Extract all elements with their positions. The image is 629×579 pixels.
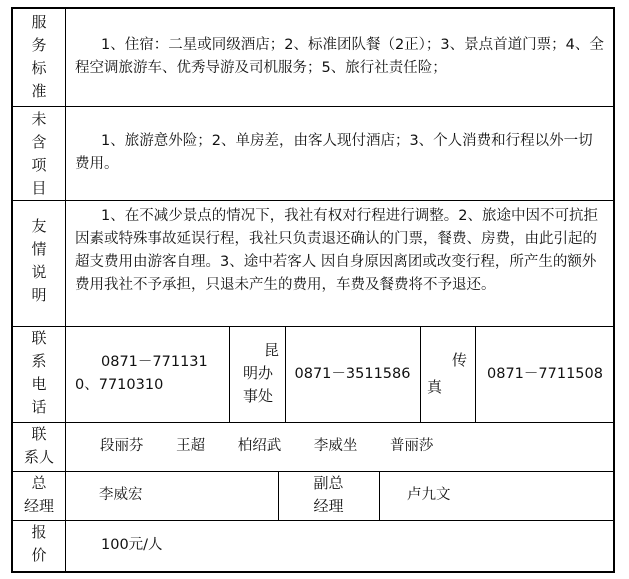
contact-name: 王超 bbox=[176, 438, 206, 454]
row-divider bbox=[13, 422, 613, 423]
row-divider bbox=[13, 520, 613, 521]
phone-label: 联 系 电 话 bbox=[31, 329, 47, 416]
contacts-label: 联 系人 bbox=[23, 425, 54, 466]
office-label: 昆 明办 事处 bbox=[242, 341, 279, 405]
fax-number: 0871－7711508 bbox=[487, 366, 603, 382]
manager-name: 李威宏 bbox=[99, 487, 143, 503]
row-divider bbox=[13, 106, 613, 107]
row-divider bbox=[13, 326, 613, 327]
price-label: 报 价 bbox=[31, 523, 47, 564]
contact-name: 普丽莎 bbox=[389, 438, 434, 454]
manager-divider bbox=[379, 471, 380, 520]
manager-label: 总 经理 bbox=[23, 474, 54, 515]
excluded-text: 1、旅游意外险；2、单房差，由客人现付酒店；3、个人消费和行程以外一切费用。 bbox=[75, 133, 593, 172]
deputy-label: 副总 经理 bbox=[313, 474, 344, 515]
contacts-list bbox=[100, 435, 600, 458]
notice-label: 友 情 说 明 bbox=[31, 217, 47, 304]
row-divider bbox=[13, 200, 613, 201]
office-phone: 0871－3511586 bbox=[294, 366, 411, 382]
service-text: 1、住宿：二星或同级酒店；2、标准团队餐（2正）；3、景点首道门票；4、全程空调旅游车、优秀导游及司机服务；5、旅行社责任险； bbox=[75, 37, 604, 76]
deputy-name: 卢九文 bbox=[407, 487, 451, 503]
excluded-label: 未 含 项 目 bbox=[31, 110, 47, 197]
contact-name: 段丽芬 bbox=[100, 438, 144, 454]
fax-label: 传 真 bbox=[427, 351, 467, 396]
service-label: 服 务 标 准 bbox=[31, 13, 47, 100]
price-value: 100元/人 bbox=[101, 537, 163, 553]
info-table bbox=[11, 7, 615, 573]
label-column-divider bbox=[65, 9, 66, 571]
notice-text: 1、在不减少景点的情况下，我社有权对行程进行调整。2、旅途中因不可抗拒因素或特殊事故延误行程，我社只负责退还确认的门票，餐费、房费，由此引起的超支费用由游客自理。3、途中若客人 因自身原因离团或改变行程，所产生的额外费用我社不予承担，只退未产生的费用，车费及餐费将不予退还。 bbox=[75, 208, 598, 293]
phone-number: 0871－7711310、7710310 bbox=[75, 354, 208, 393]
contact-name: 李威坐 bbox=[313, 438, 358, 454]
phone-divider bbox=[420, 326, 421, 422]
phone-divider bbox=[229, 326, 230, 422]
contact-name: 柏绍武 bbox=[237, 438, 282, 454]
